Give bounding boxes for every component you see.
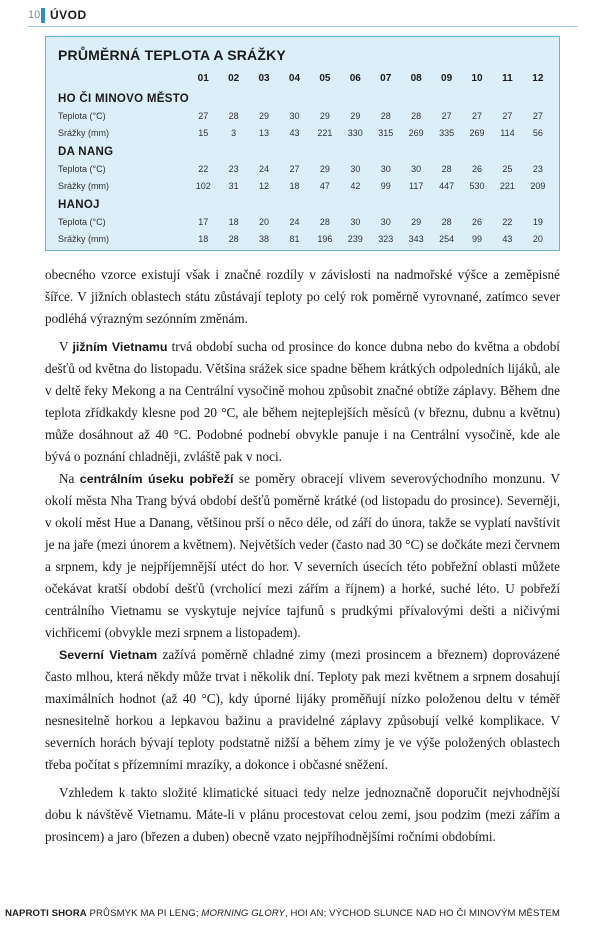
month-cell: 06 (349, 73, 361, 84)
table-cell: 28 (228, 111, 239, 121)
climate-table (58, 71, 554, 248)
table-cell: 19 (532, 217, 543, 227)
table-cell: 18 (198, 234, 209, 244)
city-heading (58, 195, 554, 214)
city-name: DA NANG (58, 146, 114, 158)
table-cell: 12 (259, 181, 270, 191)
table-cell: 81 (289, 234, 300, 244)
table-cell: 22 (198, 164, 209, 174)
table-cell: 56 (532, 128, 543, 138)
table-cell: 27 (289, 164, 300, 174)
row-label: Teplota (°C) (58, 164, 106, 174)
table-cell: 29 (319, 111, 330, 121)
month-cell: 05 (319, 73, 331, 84)
row-label: Srážky (mm) (58, 128, 109, 138)
climate-table-box (45, 36, 560, 251)
article-body (45, 264, 560, 848)
table-cell: 20 (259, 217, 270, 227)
table-row (58, 125, 554, 142)
table-cell: 239 (347, 234, 363, 244)
month-cell: 11 (502, 73, 513, 84)
table-cell: 30 (380, 164, 391, 174)
table-cell: 114 (500, 128, 515, 138)
table-cell: 254 (439, 234, 455, 244)
table-cell: 29 (350, 111, 361, 121)
table-row (58, 108, 554, 125)
table-cell: 24 (259, 164, 270, 174)
table-cell: 27 (532, 111, 543, 121)
table-row (58, 214, 554, 231)
keyword-north: Severní Vietnam (59, 648, 158, 662)
photo-caption: NAPROTI SHORA PRŮSMYK MA PI LENG; MORNING GLORY, HOI AN; VÝCHOD SLUNCE NAD HO ČI MINOVÝM MĚSTEM (4, 908, 560, 919)
month-cell: 12 (532, 73, 544, 84)
table-row (58, 161, 554, 178)
page-number: 10 (28, 9, 41, 21)
keyword-central: centrálním úseku pobřeží (79, 472, 234, 486)
table-cell: 30 (350, 217, 361, 227)
table-cell: 43 (289, 128, 300, 138)
table-cell: 23 (532, 164, 543, 174)
table-cell: 196 (317, 234, 333, 244)
table-cell: 30 (380, 217, 391, 227)
table-cell: 28 (441, 217, 452, 227)
paragraph: V jižním Vietnamu trvá období sucha od prosince do konce dubna nebo do května a období dešťů od května do listopadu. Většina srážek sice spadne během krátkých odpoledních lijáků, ale v deltě řeky Mekong a na Centrální vysočině mohou způsobit značné obtíže záplavy. Během dne teplota zřídkakdy klesne pod 20 °C, ale během nejteplejších měsíců (v březnu, dubnu a květnu) může dosáhnout až 40 °C. Podobné podnebí obvykle panuje i na Centrální vysočině, kde ale bývá o poznání chladněji, zvláště pak v noci. (45, 339, 560, 464)
table-cell: 28 (441, 164, 452, 174)
month-cell: 08 (410, 73, 422, 84)
table-row (58, 231, 554, 248)
table-cell: 221 (499, 181, 515, 191)
keyword-south: jižním Vietnamu (72, 340, 168, 354)
table-cell: 28 (411, 111, 422, 121)
table-cell: 22 (502, 217, 513, 227)
table-cell: 42 (350, 181, 361, 191)
table-cell: 343 (408, 234, 424, 244)
month-header-row (58, 71, 554, 89)
paragraph: Vzhledem k takto složité klimatické situaci tedy nelze jednoznačně doporučit nejvhodnější dobu k návštěvě Vietnamu. Máte-li v plánu procestovat celou zemi, jsou podzim (mezi zářím a prosincem) a jaro (březen a duben) obecně vzato nejpříhodnějšími ročními obdobími. (45, 785, 560, 844)
table-cell: 27 (472, 111, 483, 121)
table-cell: 221 (317, 128, 333, 138)
paragraph: obecného vzorce existují však i značné rozdíly v závislosti na nadmořské výšce a zeměpisné šířce. V jižních oblastech státu zůstávají teploty po celý rok poměrně vyrovnané, zatímco sever podléhá výrazným sezónním změnám. (45, 267, 560, 326)
table-cell: 31 (228, 181, 239, 191)
table-cell: 30 (289, 111, 300, 121)
table-cell: 30 (350, 164, 361, 174)
table-cell: 269 (408, 128, 424, 138)
table-cell: 17 (198, 217, 209, 227)
table-cell: 27 (198, 111, 209, 121)
month-cell: 02 (228, 73, 240, 84)
table-row (58, 178, 554, 195)
table-cell: 335 (439, 128, 455, 138)
table-cell: 25 (502, 164, 513, 174)
table-cell: 27 (441, 111, 452, 121)
row-label: Teplota (°C) (58, 217, 106, 227)
table-cell: 20 (532, 234, 543, 244)
table-cell: 23 (228, 164, 239, 174)
table-cell: 26 (472, 164, 483, 174)
table-cell: 29 (411, 217, 422, 227)
table-cell: 530 (469, 181, 485, 191)
month-cell: 10 (471, 73, 483, 84)
table-cell: 28 (319, 217, 330, 227)
table-cell: 269 (469, 128, 485, 138)
section-title: ÚVOD (50, 8, 87, 22)
page-header (28, 8, 578, 24)
table-cell: 26 (472, 217, 483, 227)
month-cell: 09 (441, 73, 453, 84)
row-label: Srážky (mm) (58, 234, 109, 244)
table-cell: 30 (411, 164, 422, 174)
table-cell: 43 (502, 234, 513, 244)
table-cell: 99 (380, 181, 391, 191)
table-cell: 29 (319, 164, 330, 174)
row-label: Teplota (°C) (58, 111, 106, 121)
table-cell: 28 (228, 234, 239, 244)
header-accent-bar (41, 8, 45, 23)
table-cell: 15 (198, 128, 209, 138)
table-cell: 38 (259, 234, 270, 244)
month-cell: 03 (258, 73, 270, 84)
row-label: Srážky (mm) (58, 181, 109, 191)
table-cell: 3 (231, 128, 237, 138)
table-cell: 27 (502, 111, 513, 121)
table-cell: 102 (195, 181, 211, 191)
table-cell: 323 (378, 234, 394, 244)
city-name: HO ČI MINOVO MĚSTO (58, 93, 190, 105)
city-heading (58, 89, 554, 108)
table-cell: 13 (259, 128, 270, 138)
table-cell: 209 (530, 181, 546, 191)
table-cell: 330 (347, 128, 363, 138)
climate-table-title: PRŮMĚRNÁ TEPLOTA A SRÁŽKY (58, 47, 286, 63)
table-cell: 24 (289, 217, 300, 227)
header-rule (28, 26, 578, 27)
paragraph: Na centrálním úseku pobřeží se poměry obracejí vlivem severovýchodního monzunu. V okolí města Nha Trang bývá období dešťů poměrně krátké (od listopadu do prosince). Severněji, v okolí měst Hue a Danang, většinou prší o něco déle, od září do února, takže se vyplatí navštívit je na jaře (mezi únorem a květnem). Největších veder (často nad 30 °C) se dočkáte mezi červnem a srpnem, kdy je nejpříjemnější utéct do hor. V severních úsecích této pobřežní oblasti můžete očekávat kratší období dešťů (vrcholící mezi zářím a říjnem) a horké, suché léto. U pobřeží centrálního Vietnamu se vyskytuje nejvíce tajfunů s prudkými přívalovými dešti a ničivými vichřicemi (obvykle mezi srpnem a listopadem). (45, 471, 560, 640)
table-cell: 18 (289, 181, 300, 191)
table-cell: 315 (378, 128, 394, 138)
table-cell: 18 (228, 217, 239, 227)
month-cell: 07 (380, 73, 392, 84)
month-cell: 01 (197, 73, 209, 84)
paragraph: Severní Vietnam zažívá poměrně chladné zimy (mezi prosincem a březnem) doprovázené často mlhou, která někdy může trvat i několik dní. Teploty pak mezi květnem a srpnem dosahují maximálních hodnot (až 40 °C), kdy úporné lijáky proměňují nízko položenou deltu v téměř nesnesitelně horkou a lepkavou bažinu a pravidelné záplavy způsobují velké komplikace. V severních horách bývají teploty podstatně nižší a během zimy je ve výše položených oblastech třeba počítat s přízemními mrazíky, a dokonce i občasné sněžení. (45, 647, 560, 772)
month-cell: 04 (288, 73, 301, 84)
table-cell: 447 (439, 181, 455, 191)
table-cell: 99 (472, 234, 483, 244)
city-name: HANOJ (58, 199, 100, 211)
table-cell: 117 (408, 181, 424, 191)
table-cell: 28 (380, 111, 391, 121)
table-cell: 29 (259, 111, 270, 121)
table-cell: 47 (319, 181, 330, 191)
city-heading (58, 142, 554, 161)
